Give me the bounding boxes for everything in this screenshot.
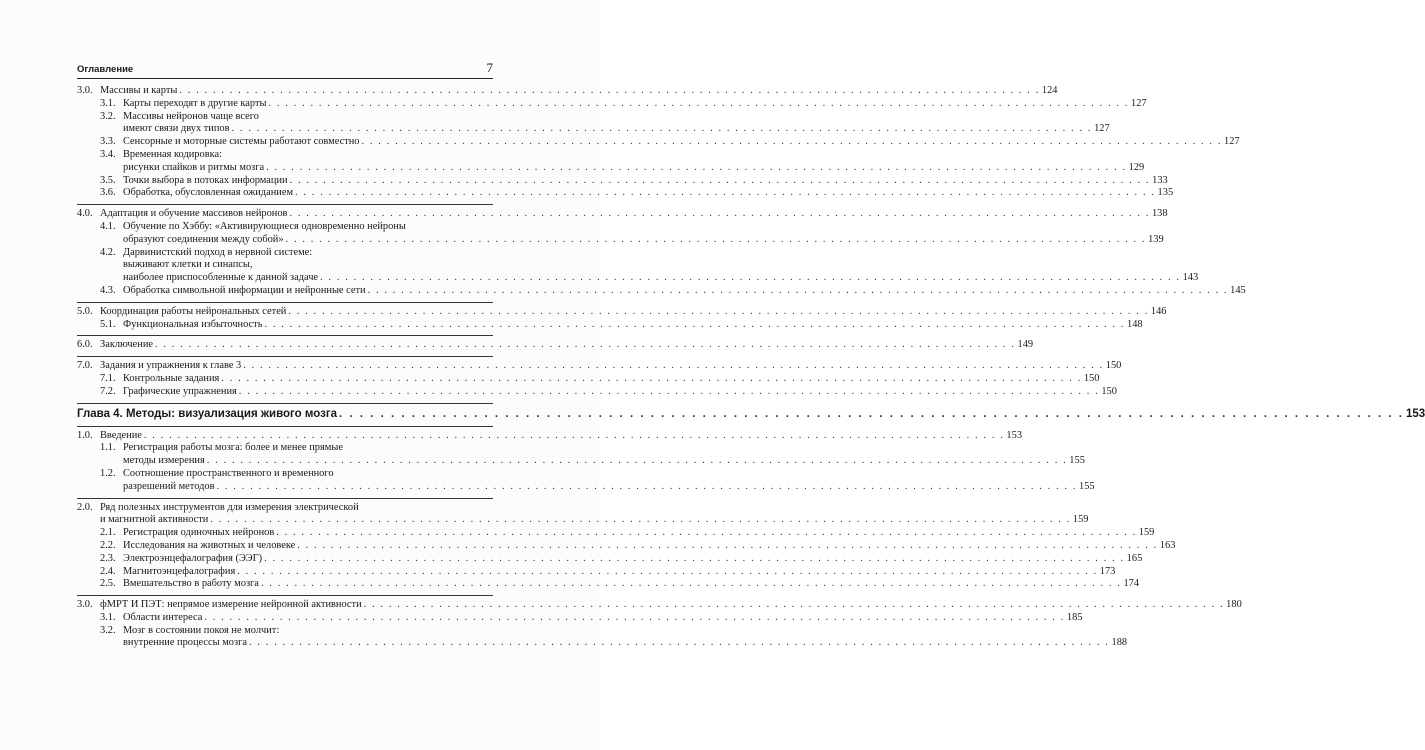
entry-number: 1.0.: [77, 429, 93, 441]
dot-leader: [276, 527, 1137, 540]
dot-leader: [286, 234, 1147, 247]
toc-subsection-entry: [77, 136, 1240, 149]
entry-page: 127: [1094, 123, 1110, 135]
entry-page: 139: [1148, 233, 1164, 245]
entry-line-last: [77, 208, 1168, 221]
dot-leader: [144, 430, 1005, 443]
toc-section-entry: [77, 429, 1023, 443]
dot-leader: [266, 162, 1127, 175]
entry-page: 138: [1151, 208, 1168, 220]
dot-leader: [288, 306, 1149, 319]
entry-line: [77, 221, 493, 234]
toc-section-entry: [77, 501, 1089, 528]
header-title: Оглавление: [77, 64, 134, 75]
entry-number: 2.5.: [100, 578, 116, 590]
entry-title-line: Обучение по Хэббу: «Активирующиеся одновременно нейроны: [123, 220, 406, 232]
entry-title: Исследования на животных и человеке: [123, 539, 296, 551]
entry-title: методы измерения: [123, 455, 205, 467]
entry-title: рисунки спайков и ритмы мозга: [123, 161, 265, 173]
entry-title: разрешений методов: [123, 480, 215, 492]
entry-number: 3.2.: [100, 624, 116, 636]
entry-page: 150: [1083, 372, 1100, 384]
dot-leader: [217, 481, 1078, 494]
toc-subsection-entry: [77, 552, 1143, 566]
entry-title: Магнитоэнцефалография: [123, 565, 236, 577]
entry-number: 7.1.: [100, 372, 116, 384]
entry-number: 3.0.: [77, 599, 93, 611]
entry-title: Глава 4. Методы: визуализация живого мозга: [77, 407, 338, 420]
entry-page: 174: [1123, 578, 1140, 590]
entry-title: Обработка, обусловленная ожиданием: [123, 187, 294, 199]
entry-title: Адаптация и обучение массивов нейронов: [100, 208, 288, 220]
entry-page: 150: [1105, 360, 1122, 372]
entry-line-last: [77, 360, 1122, 373]
entry-title-line: Дарвинистский подход в нервной системе:: [123, 246, 313, 258]
entry-title: и магнитной активности: [100, 514, 209, 526]
entry-page: 135: [1157, 187, 1174, 199]
entry-title: Обработка символьной информации и нейронные сети: [123, 284, 366, 296]
entry-line-last: [77, 161, 1145, 175]
entry-number: 5.0.: [77, 305, 93, 317]
entry-line-last: [77, 187, 1174, 200]
entry-line-last: [77, 284, 1246, 298]
entry-line: [77, 502, 493, 515]
entry-line-last: [77, 272, 1199, 285]
section-divider: [77, 204, 493, 205]
entry-title: Электроэнцефалография (ЭЭГ): [123, 552, 263, 564]
entry-line-last: [77, 136, 1240, 149]
entry-line-last: [77, 599, 1242, 612]
entry-title-line: Регистрация работы мозга: более и менее прямые: [123, 442, 343, 454]
dot-leader: [362, 136, 1223, 149]
entry-title: Вмешательство в работу мозга: [123, 578, 259, 590]
entry-line-last: [77, 385, 1117, 399]
entry-page: 127: [1131, 97, 1147, 109]
dot-leader: [364, 599, 1225, 612]
entry-page: 173: [1099, 565, 1116, 577]
dot-leader: [368, 285, 1229, 298]
toc-subsection-entry: [77, 97, 1147, 111]
entry-line-last: [77, 514, 1089, 527]
dot-leader: [289, 208, 1150, 221]
toc-subsection-entry: [77, 148, 1145, 175]
entry-line-last: [77, 552, 1143, 566]
section-divider: [77, 302, 493, 303]
entry-page: 153: [1406, 407, 1425, 420]
entry-page: 124: [1041, 85, 1058, 96]
toc-subsection-entry: [77, 174, 1168, 188]
entry-title: образуют соединения между собой»: [123, 233, 284, 245]
entry-page: 146: [1150, 305, 1167, 317]
entry-title: Графические упражнения: [123, 385, 237, 397]
toc-subsection-entry: [77, 624, 1128, 651]
toc-section-entry: [77, 305, 1167, 319]
entry-page: 163: [1159, 539, 1176, 551]
toc-section-entry: [77, 599, 1242, 612]
dot-leader: [207, 455, 1068, 468]
entry-number: 2.3.: [100, 552, 116, 564]
entry-number: 1.2.: [100, 467, 116, 479]
dot-leader: [155, 339, 1016, 352]
entry-line-last: [77, 637, 1128, 650]
dot-leader: [264, 319, 1125, 332]
dot-leader: [243, 360, 1104, 373]
entry-title: фМРТ И ПЭТ: непрямое измерение нейронной активности: [100, 599, 362, 611]
entry-number: 5.1.: [100, 318, 116, 330]
entry-title: Регистрация одиночных нейронов: [123, 527, 275, 539]
toc-subsection-entry: [77, 385, 1117, 399]
entry-line-last: [77, 539, 1176, 553]
entry-line-last: [77, 429, 1023, 443]
entry-line-last: [77, 174, 1168, 188]
toc-subsection-entry: [77, 467, 1095, 494]
entry-line: [77, 468, 493, 481]
entry-number: 3.4.: [100, 148, 116, 160]
entry-page: 155: [1069, 455, 1085, 467]
dot-leader: [290, 175, 1151, 188]
entry-title: Контрольные задания: [123, 372, 220, 384]
dot-leader: [295, 187, 1156, 200]
entry-page: 185: [1066, 611, 1083, 623]
toc-chapter-entry: [77, 407, 1425, 422]
entry-line-last: [77, 372, 1100, 386]
dot-leader: [320, 272, 1181, 285]
entry-number: 6.0.: [77, 339, 93, 351]
entry-page: 159: [1138, 527, 1155, 539]
entry-title: Массивы и карты: [100, 85, 178, 96]
section-divider: [77, 426, 493, 427]
entry-number: 4.0.: [77, 208, 93, 220]
dot-leader: [297, 540, 1158, 553]
dot-leader: [221, 373, 1082, 386]
entry-line-last: [77, 455, 1085, 468]
entry-title: Введение: [100, 429, 142, 441]
entry-title: Функциональная избыточность: [123, 318, 263, 330]
entry-number: 7.0.: [77, 360, 93, 372]
toc-subsection-entry: [77, 284, 1246, 298]
toc-section-entry: [77, 85, 1058, 98]
entry-title: внутренние процессы мозга: [123, 637, 247, 649]
dot-leader: [249, 637, 1110, 650]
entry-page: 127: [1224, 136, 1240, 148]
entry-number: 2.4.: [100, 565, 116, 577]
entry-number: 7.2.: [100, 385, 116, 397]
entry-page: 188: [1111, 637, 1128, 649]
toc-subsection-entry: [77, 565, 1116, 579]
entry-page: 155: [1079, 480, 1095, 492]
entry-line: [77, 259, 493, 272]
entry-number: 4.2.: [100, 246, 116, 258]
entry-page: 148: [1127, 318, 1143, 330]
table-of-contents: [77, 85, 1425, 650]
entry-page: 133: [1152, 174, 1168, 186]
entry-line-last: [77, 565, 1116, 579]
entry-line-last: [77, 85, 1058, 98]
entry-title: Сенсорные и моторные системы работают совместно: [123, 136, 360, 148]
dot-leader: [179, 85, 1040, 98]
entry-title: наиболее приспособленные к данной задаче: [123, 272, 319, 284]
entry-line-last: [77, 97, 1147, 111]
entry-number: 2.0.: [77, 501, 93, 513]
entry-page: 145: [1230, 284, 1246, 296]
toc-subsection-entry: [77, 220, 1164, 247]
toc-subsection-entry: [77, 442, 1085, 468]
toc-subsection-entry: [77, 318, 1143, 332]
entry-page: 150: [1101, 385, 1117, 397]
entry-number: 3.2.: [100, 110, 116, 122]
entry-number: 3.1.: [100, 97, 116, 109]
entry-title-line: Мозг в состоянии покоя не молчит:: [123, 624, 280, 636]
entry-title-line: Соотношение пространственного и временного: [123, 467, 334, 479]
entry-title: Задания и упражнения к главе 3: [100, 360, 242, 372]
entry-title: Заключение: [100, 339, 153, 351]
entry-page: 149: [1017, 339, 1034, 351]
entry-line: [77, 442, 493, 455]
entry-line-last: [77, 578, 1140, 591]
entry-line-last: [77, 305, 1167, 319]
dot-leader: [232, 123, 1093, 136]
entry-title: Координация работы нейрональных сетей: [100, 305, 287, 317]
entry-number: 4.1.: [100, 220, 116, 232]
toc-subsection-entry: [77, 372, 1100, 386]
section-divider: [77, 335, 493, 336]
entry-line-last: [77, 123, 1110, 136]
section-divider: [77, 595, 493, 596]
entry-title-line: Массивы нейронов чаще всего: [123, 110, 259, 122]
entry-title: Карты переходят в другие карты: [123, 97, 267, 109]
entry-number: 3.5.: [100, 174, 116, 186]
toc-section-entry: [77, 208, 1168, 221]
toc-section-entry: [77, 360, 1122, 373]
entry-line: [77, 111, 493, 124]
entry-line-last: [77, 527, 1155, 540]
entry-page: 143: [1182, 272, 1199, 284]
entry-number: 2.2.: [100, 539, 116, 551]
entry-title-line: Временная кодировка:: [123, 148, 222, 160]
entry-line: [77, 625, 493, 638]
entry-number: 2.1.: [100, 527, 116, 539]
toc-subsection-entry: [77, 578, 1140, 591]
toc-subsection-entry: [77, 246, 1199, 285]
entry-line: [77, 247, 493, 260]
entry-title: имеют связи двух типов: [123, 123, 230, 135]
toc-subsection-entry: [77, 527, 1155, 540]
running-header: [77, 60, 493, 79]
toc-subsection-entry: [77, 110, 1110, 137]
entry-page: 180: [1226, 599, 1242, 611]
entry-page: 159: [1072, 514, 1089, 526]
entry-page: 165: [1126, 552, 1143, 564]
dot-leader: [210, 514, 1071, 527]
entry-title: Точки выбора в потоках информации: [123, 174, 288, 186]
entry-number: 4.3.: [100, 284, 116, 296]
dot-leader: [268, 98, 1129, 111]
entry-number: 3.6.: [100, 187, 116, 199]
entry-title-line: выживают клетки и синапсы,: [123, 259, 253, 271]
section-divider: [77, 498, 493, 499]
entry-title-line: Ряд полезных инструментов для измерения электрической: [100, 501, 359, 513]
dot-leader: [237, 566, 1098, 579]
entry-line-last: [77, 480, 1095, 494]
dot-leader: [204, 612, 1065, 625]
section-divider: [77, 403, 493, 404]
toc-subsection-entry: [77, 539, 1176, 553]
toc-subsection-entry: [77, 187, 1174, 200]
entry-number: 1.1.: [100, 442, 116, 454]
entry-number: 3.3.: [100, 136, 116, 148]
dot-leader: [261, 578, 1122, 591]
entry-page: 129: [1128, 161, 1145, 173]
dot-leader: [339, 407, 1404, 422]
entry-line: [77, 149, 493, 162]
dot-leader: [239, 386, 1100, 399]
entry-line-last: [77, 339, 1034, 352]
toc-section-entry: [77, 339, 1034, 352]
section-divider: [77, 356, 493, 357]
dot-leader: [264, 553, 1125, 566]
toc-subsection-entry: [77, 611, 1083, 625]
entry-line-last: [77, 611, 1083, 625]
entry-title: Области интереса: [123, 611, 203, 623]
page-number: 7: [486, 60, 493, 75]
entry-number: 3.0.: [77, 85, 93, 96]
entry-number: 3.1.: [100, 611, 116, 623]
entry-page: 153: [1006, 429, 1023, 441]
entry-line-last: [77, 233, 1164, 247]
entry-line-last: [77, 318, 1143, 332]
